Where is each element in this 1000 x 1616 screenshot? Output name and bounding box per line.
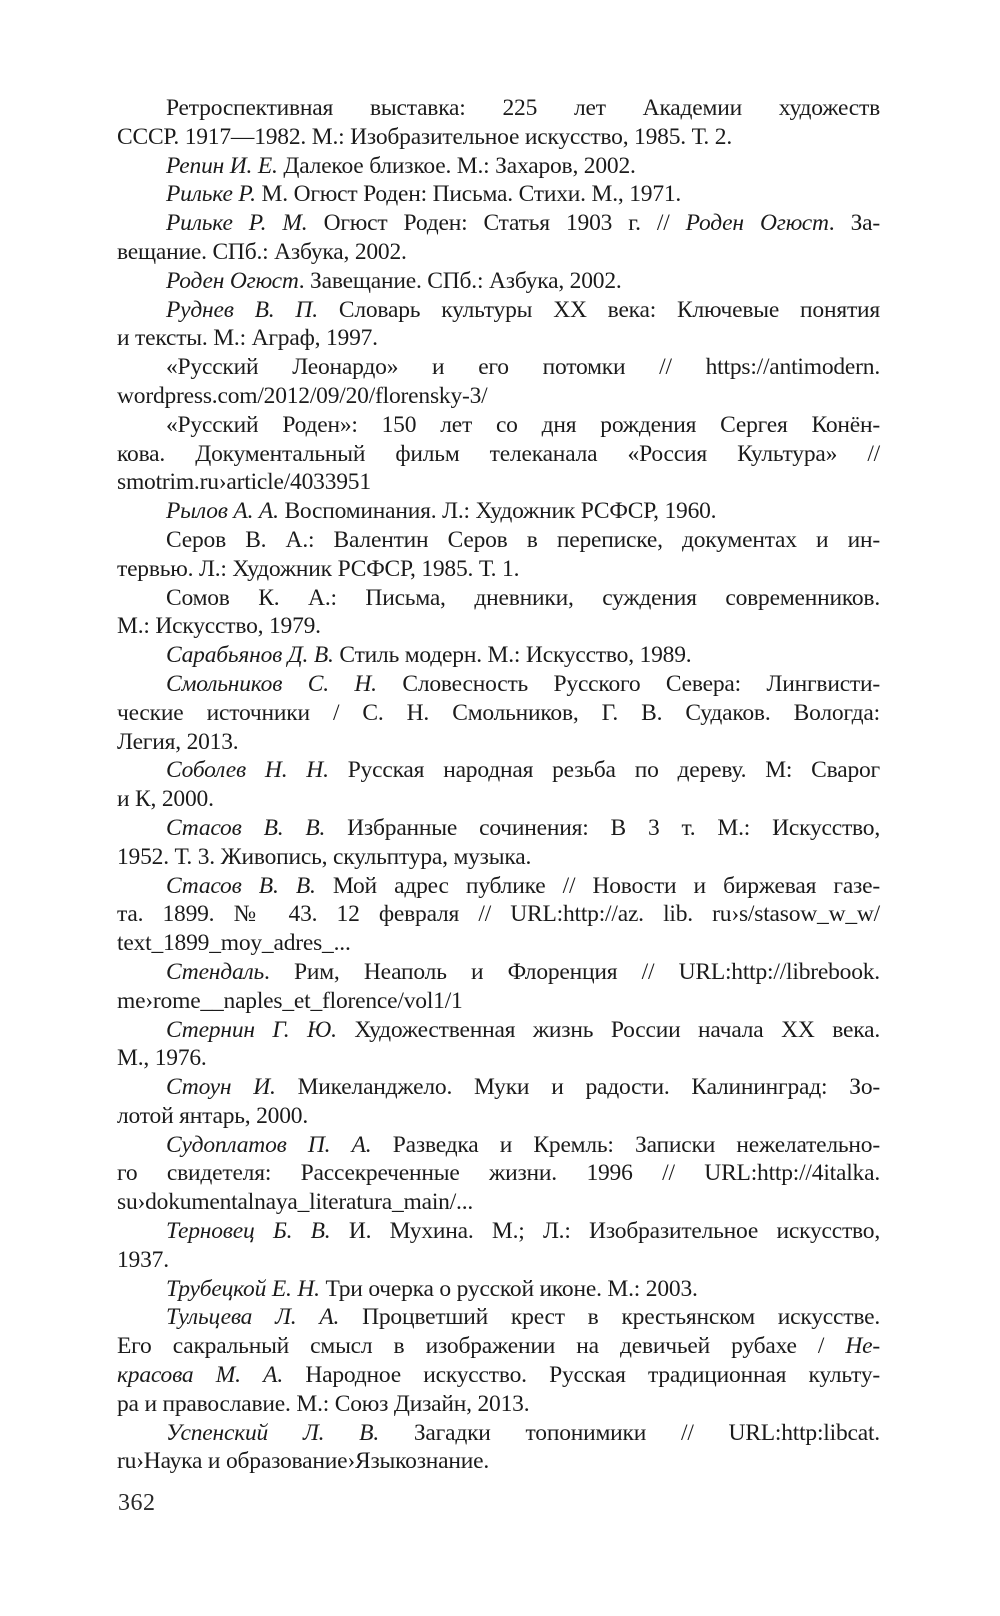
entry-text: «Русский Роден»: 150 лет со дня рождения Сергея Конён- <box>166 411 880 438</box>
entry-text: 1937. <box>117 1246 169 1273</box>
entry-text: М.: Искусство, 1979. <box>117 613 321 640</box>
entry-line <box>117 699 880 728</box>
author-name-italic: Трубецкой Е. Н. <box>166 1275 320 1302</box>
entry-line <box>117 814 880 843</box>
bibliography-entry <box>117 353 880 411</box>
bibliography-entry <box>117 526 880 584</box>
bibliography-entry <box>117 497 880 526</box>
bibliography-entry <box>117 1073 880 1131</box>
entry-text: М. Огюст Роден: Письма. Стихи. М., 1971. <box>255 181 682 208</box>
entry-text: и К, 2000. <box>117 786 214 813</box>
entry-text: Сомов К. А.: Письма, дневники, суждения современников. <box>166 584 880 611</box>
entry-line <box>117 1361 880 1390</box>
bibliography-entry <box>117 670 880 756</box>
entry-text: su›dokumentalnaya_literatura_main/... <box>117 1189 474 1216</box>
entry-text: Разведка и Кремль: Записки нежелательно- <box>371 1131 880 1158</box>
entry-line <box>117 1332 880 1361</box>
bibliography-entry <box>117 411 880 497</box>
entry-text: . За- <box>828 210 881 237</box>
entry-line <box>117 987 880 1016</box>
entry-text: Мой адрес публике // Новости и биржевая газе- <box>315 872 880 899</box>
entry-text: Русская народная резьба по дереву. М: Сварог <box>328 757 880 784</box>
entry-line <box>117 440 880 469</box>
bibliography-entry <box>117 180 880 209</box>
entry-line <box>117 670 880 699</box>
entry-line <box>117 1217 880 1246</box>
entry-line <box>117 785 880 814</box>
entry-line <box>117 1246 880 1275</box>
author-name-italic: Рильке Р. <box>166 181 256 208</box>
entry-text: Словарь культуры XX века: Ключевые понятия <box>317 296 880 323</box>
bibliography-entry <box>117 958 880 1016</box>
bibliography-entry <box>117 641 880 670</box>
entry-text: Легия, 2013. <box>117 728 239 755</box>
entry-text: Художественная жизнь России начала XX века. <box>336 1016 880 1043</box>
entry-line <box>117 555 880 584</box>
entry-line <box>117 872 880 901</box>
entry-line <box>117 584 880 613</box>
bibliography-entry <box>117 756 880 814</box>
entry-line <box>117 1303 880 1332</box>
bibliography-entry <box>117 1275 880 1304</box>
entry-line <box>117 411 880 440</box>
entry-text: ru›Наука и образование›Языкознание. <box>117 1448 490 1475</box>
entry-text: вещание. СПб.: Азбука, 2002. <box>117 238 407 265</box>
entry-line <box>117 526 880 555</box>
author-name-italic: Стасов В. В. <box>166 814 326 841</box>
author-name-italic: Стендаль <box>166 958 265 985</box>
entry-text: text_1899_moy_adres_... <box>117 930 351 957</box>
bibliography-entry <box>117 1016 880 1074</box>
entry-text: го свидетеля: Рассекреченные жизни. 1996 // URL:http://4italka. <box>117 1160 880 1187</box>
entry-line <box>117 900 880 929</box>
bibliography-list <box>117 94 880 1476</box>
bibliography-entry <box>117 814 880 872</box>
bibliography-entry <box>117 1419 880 1477</box>
author-name-italic: Не- <box>845 1333 880 1360</box>
author-name-italic: Судоплатов П. А. <box>166 1131 372 1158</box>
entry-text: СССР. 1917—1982. М.: Изобразительное искусство, 1985. Т. 2. <box>117 123 732 150</box>
entry-line <box>117 209 880 238</box>
bibliography-entry <box>117 209 880 267</box>
author-name-italic: Сарабьянов Д. В. <box>166 642 334 669</box>
author-name-italic: Руднев В. П. <box>166 296 318 323</box>
entry-text: Его сакральный смысл в изображении на девичьей рубахе / <box>117 1333 846 1360</box>
entry-line <box>117 123 880 152</box>
entry-text: wordpress.com/2012/09/20/florensky-3/ <box>117 382 488 409</box>
bibliography-entry <box>117 267 880 296</box>
entry-text: лотой янтарь, 2000. <box>117 1102 308 1129</box>
entry-line <box>117 1188 880 1217</box>
entry-line <box>117 353 880 382</box>
bibliography-entry <box>117 152 880 181</box>
entry-line <box>117 238 880 267</box>
entry-line <box>117 382 880 411</box>
author-name-italic: Репин И. Е. <box>166 152 278 179</box>
entry-line <box>117 468 880 497</box>
entry-line <box>117 1016 880 1045</box>
entry-line <box>117 1390 880 1419</box>
entry-text: smotrim.ru›article/4033951 <box>117 469 371 496</box>
author-name-italic: Терновец Б. В. <box>166 1218 331 1245</box>
entry-text: ра и православие. М.: Союз Дизайн, 2013. <box>117 1390 530 1417</box>
entry-line <box>117 929 880 958</box>
author-name-italic: Рильке Р. М. <box>166 210 308 237</box>
entry-text: и тексты. М.: Аграф, 1997. <box>117 325 378 352</box>
entry-line <box>117 756 880 785</box>
entry-line <box>117 324 880 353</box>
bibliography-entry <box>117 296 880 354</box>
entry-line <box>117 152 880 181</box>
entry-line <box>117 1073 880 1102</box>
entry-text: Серов В. А.: Валентин Серов в переписке, документах и ин- <box>166 526 880 553</box>
entry-line <box>117 843 880 872</box>
entry-line <box>117 296 880 325</box>
entry-line <box>117 267 880 296</box>
bibliography-entry <box>117 94 880 152</box>
entry-text: И. Мухина. М.; Л.: Изобразительное искусство, <box>330 1218 880 1245</box>
author-name-italic: Тульцева Л. А. <box>166 1304 340 1331</box>
author-name-italic: Соболев Н. Н. <box>166 757 329 784</box>
entry-line <box>117 180 880 209</box>
author-name-italic: красова М. А. <box>117 1362 283 1389</box>
bibliography-entry <box>117 1303 880 1418</box>
entry-text: М., 1976. <box>117 1045 207 1072</box>
entry-text: Загадки топонимики // URL:http:libcat. <box>379 1419 880 1446</box>
author-name-italic: Стоун И. <box>166 1074 276 1101</box>
page-number: 362 <box>118 1490 156 1516</box>
entry-text: Три очерка о русской иконе. М.: 2003. <box>319 1275 698 1302</box>
entry-text: 1952. Т. 3. Живопись, скульптура, музыка. <box>117 843 532 870</box>
entry-text: Процветший крест в крестьянском искусстве. <box>339 1304 880 1331</box>
entry-line <box>117 497 880 526</box>
author-name-italic: Смольников С. Н. <box>166 670 377 697</box>
entry-text: Микеланджело. Муки и радости. Калининград: Зо- <box>275 1074 880 1101</box>
entry-line <box>117 958 880 987</box>
author-name-italic: Стернин Г. Ю. <box>166 1016 337 1043</box>
entry-line <box>117 94 880 123</box>
author-name-italic: Успенский Л. В. <box>166 1419 380 1446</box>
bibliography-entry <box>117 1217 880 1275</box>
entry-line <box>117 1447 880 1476</box>
entry-line <box>117 1131 880 1160</box>
bibliography-entry <box>117 584 880 642</box>
author-name-italic: Роден Огюст <box>166 267 299 294</box>
entry-text: Воспоминания. Л.: Художник РСФСР, 1960. <box>278 498 717 525</box>
author-name-italic: Роден Огюст <box>685 210 829 237</box>
entry-text: кова. Документальный фильм телеканала «Россия Культура» // <box>117 440 880 467</box>
bibliography-entry <box>117 872 880 958</box>
author-name-italic: Стасов В. В. <box>166 872 316 899</box>
entry-line <box>117 1159 880 1188</box>
entry-line <box>117 612 880 641</box>
entry-line <box>117 1419 880 1448</box>
entry-text: та. 1899. № 43. 12 февраля // URL:http://az. lib. ru›s/stasow_w_w/ <box>117 901 880 928</box>
bibliography-entry <box>117 1131 880 1217</box>
entry-text: ческие источники / С. Н. Смольников, Г. В. Судаков. Вологда: <box>117 699 880 726</box>
entry-text: . Рим, Неаполь и Флоренция // URL:http://librebook. <box>264 958 880 985</box>
entry-text: Словесность Русского Севера: Лингвисти- <box>376 670 880 697</box>
entry-line <box>117 1275 880 1304</box>
entry-text: Стиль модерн. М.: Искусство, 1989. <box>333 642 692 669</box>
entry-text: Далекое близкое. М.: Захаров, 2002. <box>277 152 636 179</box>
entry-text: Огюст Роден: Статья 1903 г. // <box>307 210 686 237</box>
entry-text: . Завещание. СПб.: Азбука, 2002. <box>298 267 622 294</box>
entry-line <box>117 641 880 670</box>
entry-text: «Русский Леонардо» и его потомки // https://antimodern. <box>166 354 880 381</box>
entry-line <box>117 1044 880 1073</box>
entry-text: Избранные сочинения: В 3 т. М.: Искусство, <box>325 814 881 841</box>
author-name-italic: Рылов А. А. <box>166 498 279 525</box>
entry-line <box>117 1102 880 1131</box>
entry-line <box>117 728 880 757</box>
entry-text: Народное искусство. Русская традиционная культу- <box>283 1362 880 1389</box>
entry-text: me›rome__naples_et_florence/vol1/1 <box>117 987 463 1014</box>
entry-text: тервью. Л.: Художник РСФСР, 1985. Т. 1. <box>117 555 520 582</box>
entry-text: Ретроспективная выставка: 225 лет Академии художеств <box>166 95 880 121</box>
